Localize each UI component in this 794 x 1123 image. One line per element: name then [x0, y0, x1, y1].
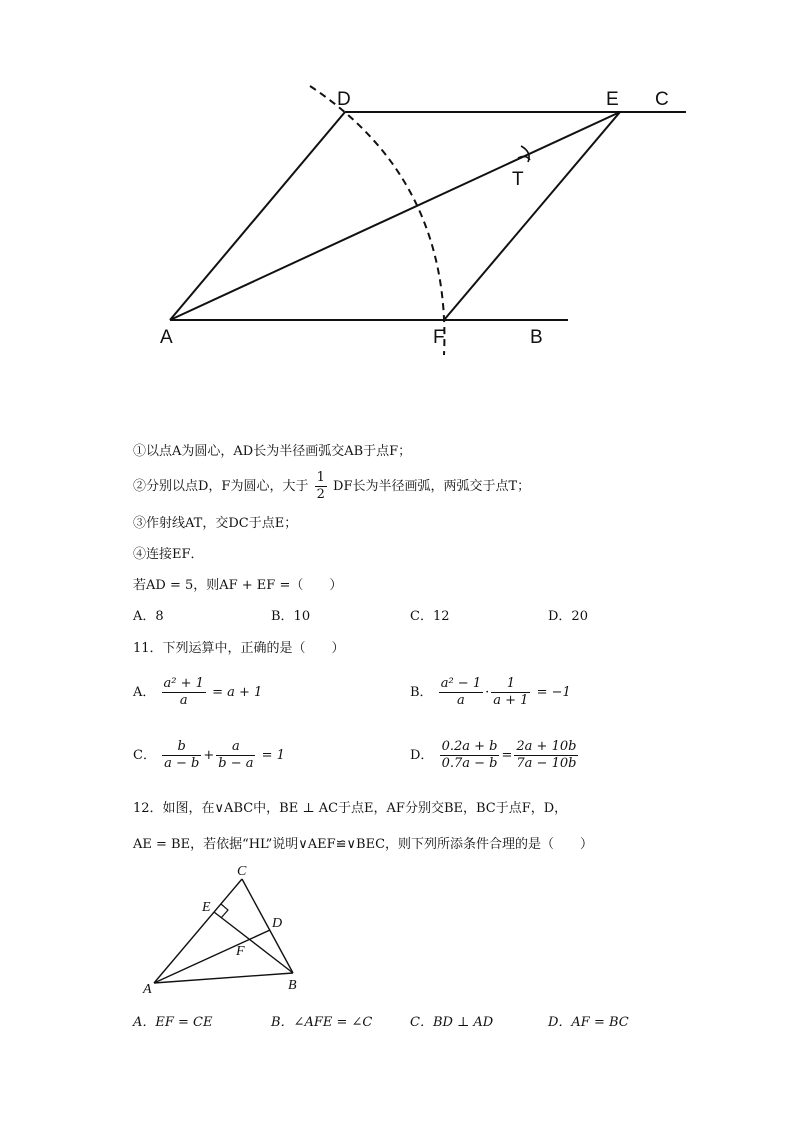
q11-a-num: a² + 1	[163, 676, 204, 691]
q11-b-den2: a + 1	[493, 693, 529, 708]
q11-b-rhs: = −1	[536, 685, 571, 700]
q11-b-frac2	[491, 676, 530, 709]
q11-c-num1: b	[162, 739, 201, 756]
q12-line1: 12．如图，在∨ABC中，BE ⊥ AC于点E，AF分别交BE，BC于点F，D，	[133, 801, 568, 816]
q12-option-c[interactable]: C．BD ⊥ AD	[410, 1015, 494, 1030]
q11-stem: 11．下列运算中，正确的是（ ）	[133, 641, 345, 656]
q11-d-letter: D．	[410, 748, 434, 763]
q11-c-rhs: = 1	[261, 748, 285, 763]
q11-a-frac	[162, 676, 206, 709]
q10-stem: 若AD = 5，则AF + EF =（ ）	[133, 578, 343, 593]
step-4: ④连接EF．	[133, 547, 204, 562]
segment-ac	[154, 879, 242, 983]
arc-mark-t	[521, 146, 529, 162]
label-c: C	[655, 89, 669, 110]
step-2	[133, 470, 530, 503]
step-2-part2: DF长为半径画弧，两弧交于点T；	[333, 479, 531, 494]
q10-option-c[interactable]: C．12	[410, 609, 450, 624]
label-c2: C	[237, 864, 247, 879]
q11-d-num1: 0.2a + b	[441, 739, 498, 754]
label-b2: B	[288, 978, 297, 993]
arc-dashed	[310, 86, 444, 355]
q11-c-frac1	[162, 739, 201, 772]
q11-d-frac1	[440, 739, 500, 772]
q11-option-c[interactable]: C． $\frac{b}{a - b}$ + $\frac{a}{b - a}$ = 1	[133, 739, 285, 771]
fraction-half	[315, 470, 327, 503]
label-f: F	[433, 327, 445, 348]
q10-option-a[interactable]: A．8	[133, 609, 164, 624]
fraction-den: 2	[316, 487, 325, 502]
q12-option-d[interactable]: D．AF = BC	[548, 1015, 629, 1030]
q11-c-frac2	[216, 739, 255, 772]
label-d: D	[337, 89, 351, 110]
step-2-part1: ②分别以点D，F为圆心，大于	[133, 479, 309, 494]
segment-cb	[242, 879, 293, 973]
q11-option-d[interactable]: D． $\frac{0.2a + b}{0.7a - b}$ = $\frac{2a + 10b}{7a - 10b}$	[410, 739, 577, 771]
right-angle-mark	[221, 904, 228, 918]
q11-d-den2: 7a − 10b	[516, 756, 577, 771]
q11-c-letter: C．	[133, 748, 156, 763]
q11-option-b[interactable]: B． $\frac{\text{a² − 1}}{a}$ · $\frac{1}{a + 1}$ = −1	[410, 676, 571, 708]
segment-ef	[444, 112, 620, 320]
figure-parallelogram-construction	[0, 0, 794, 400]
segment-ad	[170, 112, 345, 320]
q11-a-letter: A．	[133, 685, 156, 700]
q12-option-b[interactable]: B．∠AFE = ∠C	[271, 1015, 373, 1030]
q11-b-letter: B．	[410, 685, 433, 700]
segment-ab	[154, 973, 293, 983]
q11-a-den: a	[179, 693, 188, 708]
label-e: E	[606, 89, 619, 110]
q11-b-frac1	[439, 676, 483, 709]
label-a: A	[160, 327, 173, 348]
label-d2: D	[272, 916, 283, 931]
segment-ad	[154, 930, 270, 983]
q11-d-frac2	[514, 739, 578, 772]
label-e2: E	[202, 900, 211, 915]
q11-c-den2: b − a	[218, 756, 254, 771]
q11-option-a[interactable]	[133, 676, 262, 709]
q10-option-b[interactable]: B．10	[271, 609, 311, 624]
q11-c-num2: a	[216, 739, 255, 756]
label-a2: A	[143, 982, 152, 997]
ray-at	[170, 112, 620, 320]
q10-option-d[interactable]: D．20	[548, 609, 588, 624]
q11-b-num2: 1	[491, 676, 530, 693]
step-3: ③作射线AT，交DC于点E；	[133, 516, 298, 531]
step-1: ①以点A为圆心，AD长为半径画弧交AB于点F；	[133, 444, 412, 459]
q12-line2: AE = BE，若依据“HL”说明∨AEF≌∨BEC，则下列所添条件合理的是（ ）	[133, 837, 594, 852]
figure-triangle-abc	[130, 860, 330, 1000]
fraction-num: 1	[316, 470, 325, 485]
label-f2: F	[236, 944, 245, 959]
q11-b-num1: a² − 1	[440, 676, 482, 691]
q11-d-den1: 0.7a − b	[441, 756, 498, 771]
q11-d-num2: 2a + 10b	[516, 739, 577, 754]
label-t: T	[512, 169, 524, 190]
q12-option-a[interactable]: A．EF = CE	[133, 1015, 213, 1030]
q11-b-den1: a	[457, 693, 465, 708]
q11-a-rhs: = a + 1	[212, 685, 263, 700]
q11-c-den1: a − b	[164, 756, 200, 771]
label-b: B	[530, 327, 543, 348]
